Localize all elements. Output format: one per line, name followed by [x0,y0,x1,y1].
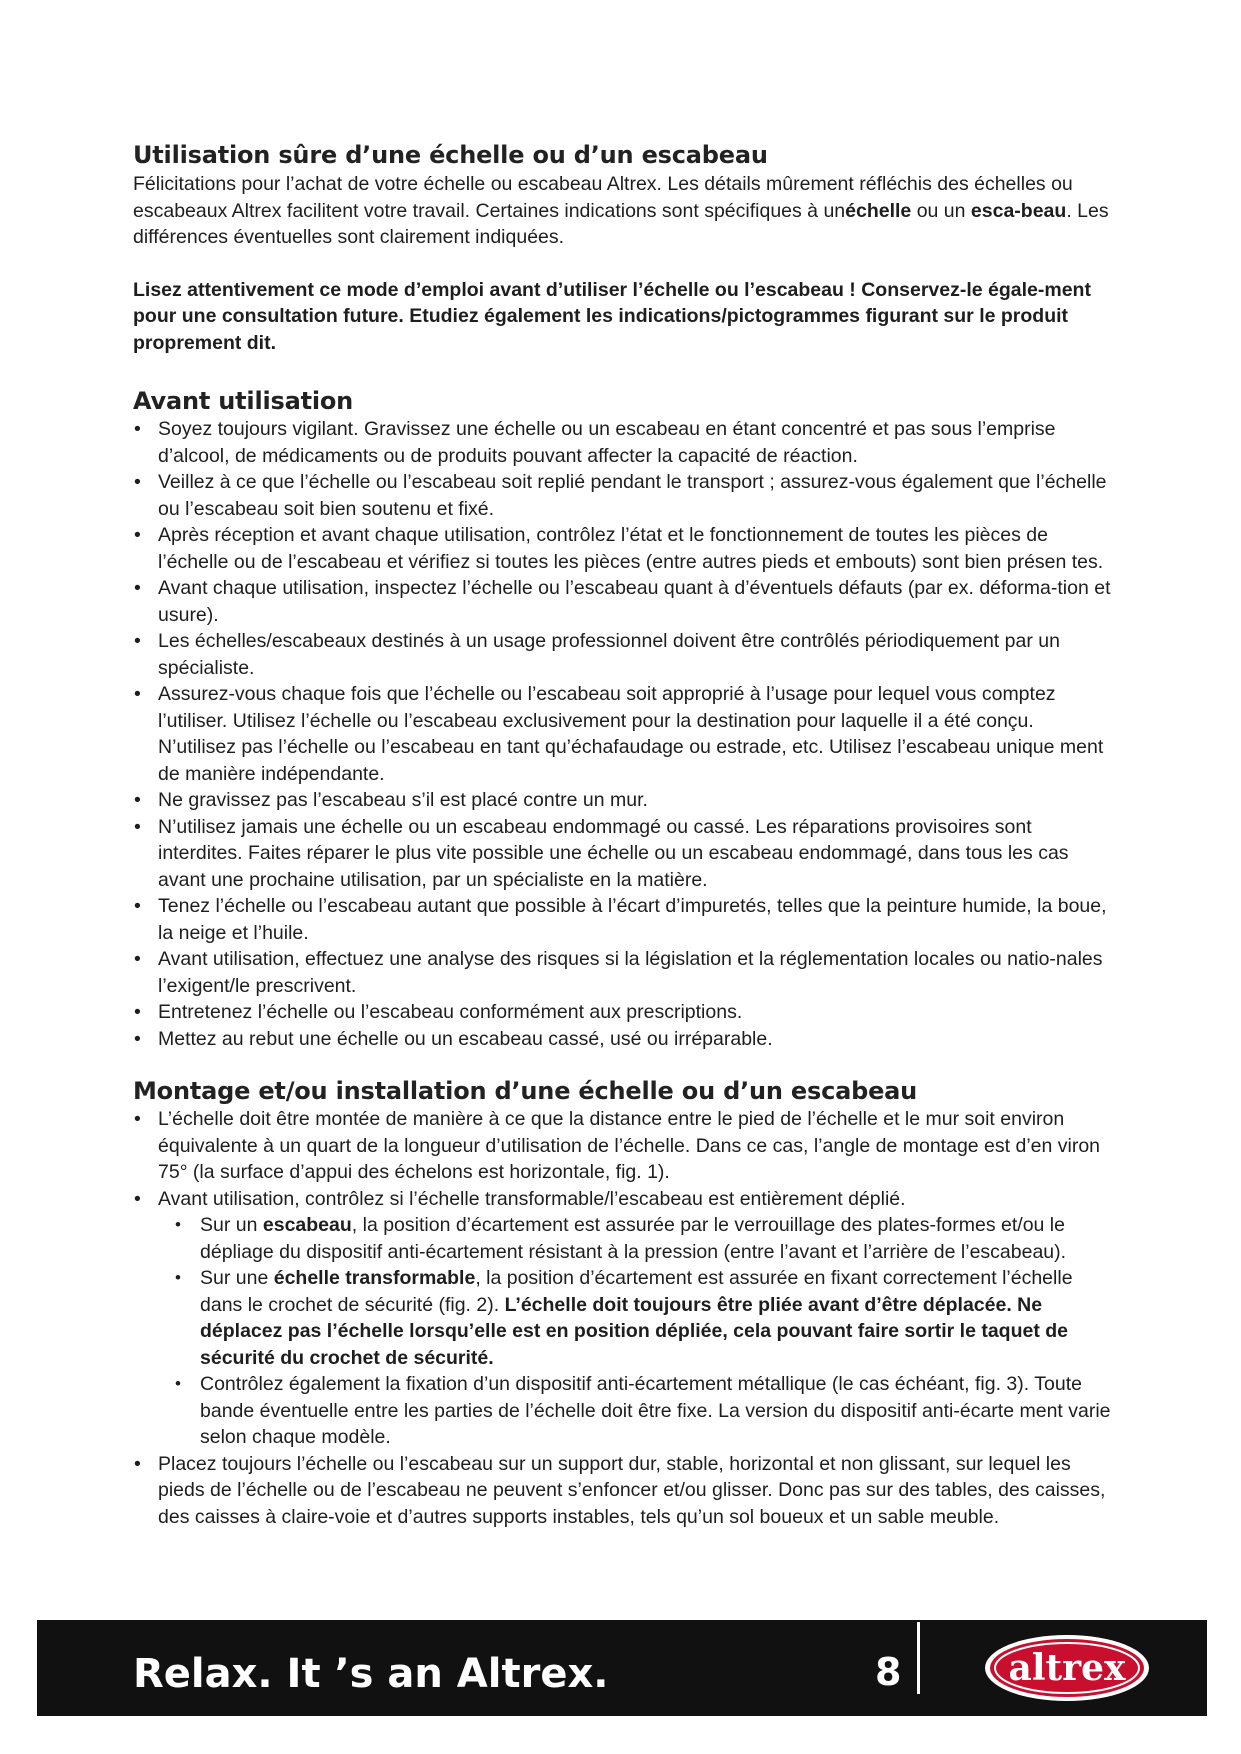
page-content [133,140,1113,1530]
list-item: • Placez toujours l’échelle ou l’escabeau sur un support dur, stable, horizontal et non glissant, sur lequel les pieds de l’échelle ou de l’escabeau ne peuvent s’enfoncer et/ou glisser. Donc pas sur des tables, des caisses, des caisses à claire-voie et d’autres supports instables, tels qu’un sol boueux et un sable meuble. [133,1451,1113,1531]
page-number: 8 [875,1650,902,1694]
sub-list [158,1212,1113,1451]
logo-wordmark: altrex [1008,1647,1126,1689]
list-item: • L’échelle doit être montée de manière à ce que la distance entre le pied de l’échelle et le mur soit environ équivalente à un quart de la longueur d’utilisation de l’échelle. Dans ce cas, l’angle de montage est d’en viron 75° (la surface d’appui des échelons est horizontale, fig. 1). [133,1106,1113,1186]
list-item: • Ne gravissez pas l’escabeau s’il est placé contre un mur. [133,787,1113,814]
sub-list-item: • Sur un escabeau, la position d’écartement est assurée par le verrouillage des plates-formes et/ou le dépliage du dispositif anti-écartement résistant à la pression (entre l’avant et l’arrière de l’escabeau). [173,1212,1113,1265]
altrex-logo [982,1630,1152,1706]
list-item: • Assurez-vous chaque fois que l’échelle ou l’escabeau soit approprié à l’usage pour lequel vous comptez l’utiliser. Utilisez l’échelle ou l’escabeau exclusivement pour la destination pour laquelle il a été conçu. N’utilisez pas l’échelle ou l’escabeau en tant qu’échafaudage ou estrade, etc. Utilisez l’escabeau unique ment de manière indépendante. [133,681,1113,787]
list-item-text: Avant utilisation, contrôlez si l’échelle transformable/l’escabeau est entièrement déplié. [158,1187,906,1210]
section-title-assembly: Montage et/ou installation d’une échelle ou d’un escabeau [133,1077,918,1105]
footer-slogan: Relax. It ’s an Altrex. [133,1651,609,1697]
list-item: • Les échelles/escabeaux destinés à un usage professionnel doivent être contrôlés périodiquement par un spécialiste. [133,628,1113,681]
sub-list-item: • Sur une échelle transformable, la position d’écartement est assurée en fixant correctement l’échelle dans le crochet de sécurité (fig. 2). L’échelle doit toujours être pliée avant d’être déplacée. Ne déplacez pas l’échelle lorsqu’elle est en position dépliée, cela pouvant faire sortir le taquet de sécurité du crochet de sécurité. [173,1265,1113,1371]
footer-divider [917,1622,920,1694]
assembly-list [133,1106,1113,1530]
footer-bar [37,1620,1207,1716]
list-item: • Après réception et avant chaque utilisation, contrôlez l’état et le fonctionnement de toutes les pièces de l’échelle ou de l’escabeau et vérifiez si toutes les pièces (entre autres pieds et embouts) sont bien présen tes. [133,522,1113,575]
list-item [133,1186,1113,1451]
read-instructions-warning: Lisez attentivement ce mode d’emploi avant d’utiliser l’échelle ou l’escabeau ! Conservez-le égale-ment pour une consultation future. Etudiez également les indications/pictogrammes figurant sur le produit proprement dit. [133,278,1091,354]
intro-paragraph: Félicitations pour l’achat de votre échelle ou escabeau Altrex. Les détails mûrement réfléchis des échelles ou escabeaux Altrex facilitent votre travail. Certaines indications sont spécifiques à unéchelle ou un esca-beau. Les différences éventuelles sont clairement indiquées. [133,173,1109,248]
list-item: • Avant utilisation, effectuez une analyse des risques si la législation et la réglementation locales ou natio-nales l’exigent/le prescrivent. [133,946,1113,999]
altrex-logo-graphic [982,1630,1152,1706]
list-item: • Avant chaque utilisation, inspectez l’échelle ou l’escabeau quant à d’éventuels défauts (par ex. déforma-tion et usure). [133,575,1113,628]
list-item: • Entretenez l’échelle ou l’escabeau conformément aux prescriptions. [133,999,1113,1026]
before-use-list [133,416,1113,1052]
list-item: • Soyez toujours vigilant. Gravissez une échelle ou un escabeau en étant concentré et pas sous l’emprise d’alcool, de médicaments ou de produits pouvant affecter la capacité de réaction. [133,416,1113,469]
section-title-safe-use: Utilisation sûre d’une échelle ou d’un escabeau [133,141,768,169]
list-item: • Mettez au rebut une échelle ou un escabeau cassé, usé ou irréparable. [133,1026,1113,1053]
list-item: • Veillez à ce que l’échelle ou l’escabeau soit replié pendant le transport ; assurez-vous également que l’échelle ou l’escabeau soit bien soutenu et fixé. [133,469,1113,522]
sub-list-item: • Contrôlez également la fixation d’un dispositif anti-écartement métallique (le cas échéant, fig. 3). Toute bande éventuelle entre les parties de l’échelle doit être fixe. La version du dispositif anti-écarte ment varie selon chaque modèle. [173,1371,1113,1451]
section-title-before-use: Avant utilisation [133,387,354,415]
list-item: • Tenez l’échelle ou l’escabeau autant que possible à l’écart d’impuretés, telles que la peinture humide, la boue, la neige et l’huile. [133,893,1113,946]
list-item: • N’utilisez jamais une échelle ou un escabeau endommagé ou cassé. Les réparations provisoires sont interdites. Faites réparer le plus vite possible une échelle ou un escabeau endommagé, dans tous les cas avant une prochaine utilisation, par un spécialiste en la matière. [133,814,1113,894]
